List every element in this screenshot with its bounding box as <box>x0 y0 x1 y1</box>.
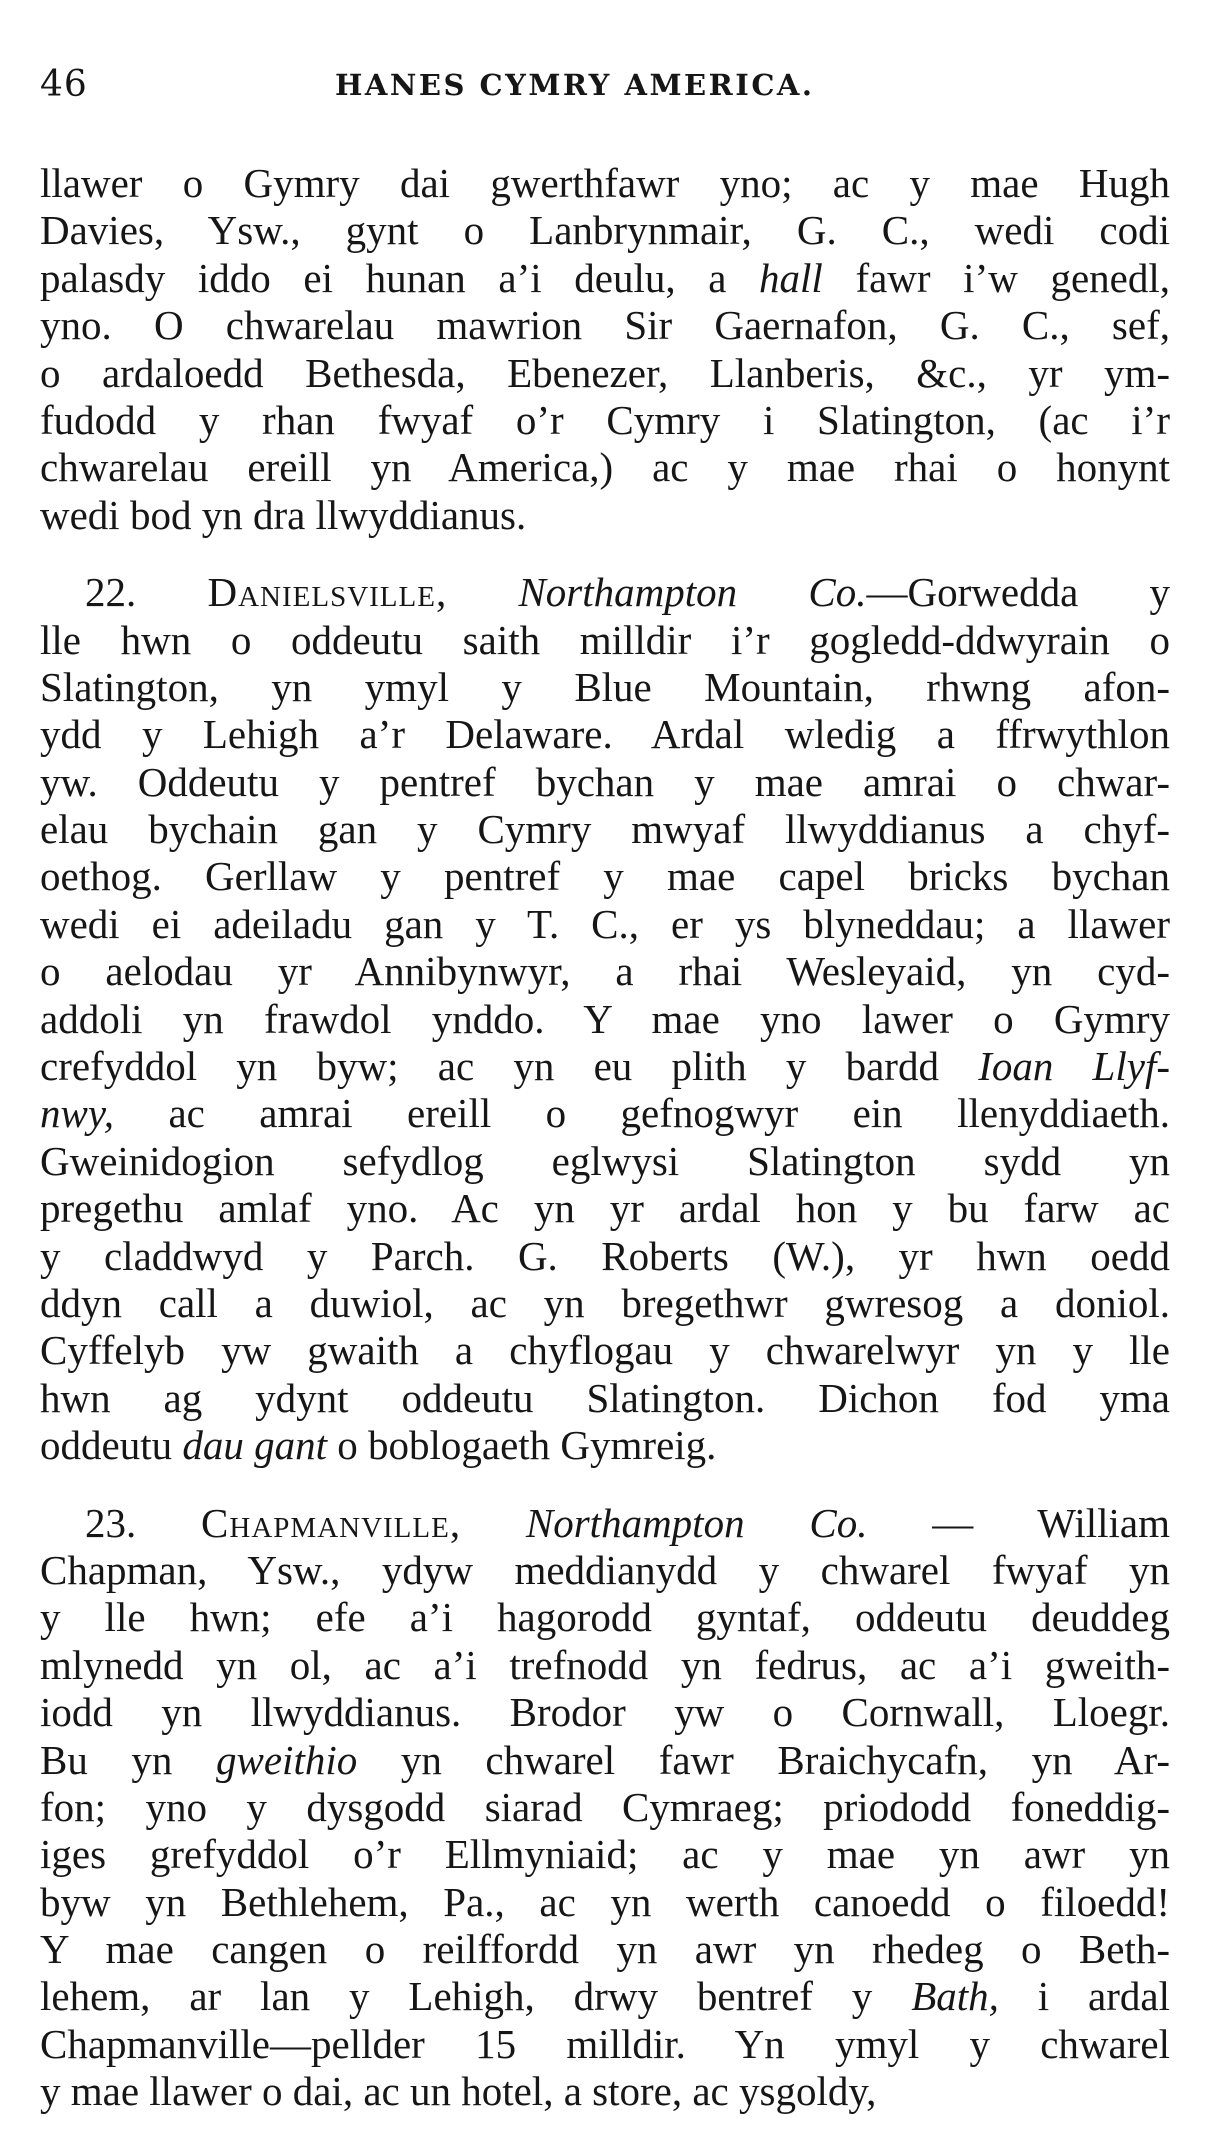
italic-text: nwy, <box>40 1090 115 1137</box>
italic-text: Northampton Co. <box>525 1499 868 1546</box>
italic-text: dau gant <box>182 1422 327 1469</box>
text-line: mlynedd yn ol, ac a’i trefnodd yn fedrus, ac a’i gweith- <box>40 1641 1170 1688</box>
italic-text: Ioan Llyf- <box>978 1043 1170 1090</box>
text-line: ydd y Lehigh a’r Delaware. Ardal wledig a ffrwythlon <box>40 711 1170 758</box>
section-heading: Chapmanville, <box>201 1499 462 1546</box>
page-header <box>40 60 1167 110</box>
text-line: y mae llawer o dai, ac un hotel, a store, ac ysgoldy, <box>40 2068 877 2115</box>
text-line: nwy, ac amrai ereill o gefnogwyr ein llenyddiaeth. <box>40 1090 1170 1137</box>
text-line: o ardaloedd Bethesda, Ebenezer, Llanberis, &c., yr ym- <box>40 349 1170 396</box>
text-line: Slatington, yn ymyl y Blue Mountain, rhwng afon- <box>40 663 1170 710</box>
text-line: ddyn call a duwiol, ac yn bregethwr gwresog a doniol. <box>40 1279 1170 1326</box>
text-line: fon; yno y dysgodd siarad Cymraeg; priododd foneddig- <box>40 1783 1170 1830</box>
text-line: Davies, Ysw., gynt o Lanbrynmair, G. C., wedi codi <box>40 207 1170 254</box>
text-line: oddeutu dau gant o boblogaeth Gymreig. <box>40 1422 717 1469</box>
text-line: llawer o Gymry dai gwerthfawr yno; ac y mae Hugh <box>40 160 1170 206</box>
running-title: HANES CYMRY AMERICA. <box>335 68 815 102</box>
text-line: palasdy iddo ei hunan a’i deulu, a hall fawr i’w genedl, <box>40 254 1170 301</box>
text-line: Chapmanville—pellder 15 milldir. Yn ymyl y chwarel <box>40 2020 1170 2067</box>
body-text <box>40 160 1170 2146</box>
italic-text: Northampton Co. <box>518 569 867 616</box>
text-line: iges grefyddol o’r Ellmyniaid; ac y mae yn awr yn <box>40 1831 1170 1878</box>
text-line: crefyddol yn byw; ac yn eu plith y bardd Ioan Llyf- <box>40 1043 1170 1090</box>
text-line: iodd yn llwyddianus. Brodor yw o Cornwall, Lloegr. <box>40 1689 1170 1736</box>
text-line: yw. Oddeutu y pentref bychan y mae amrai o chwar- <box>40 758 1170 805</box>
text-line: Cyffelyb yw gwaith a chyflogau y chwarelwyr yn y lle <box>40 1327 1170 1374</box>
text-line: Y mae cangen o reilffordd yn awr yn rhedeg o Beth- <box>40 1926 1170 1973</box>
italic-text: hall <box>759 254 823 301</box>
text-line: yno. O chwarelau mawrion Sir Gaernafon, G. C., sef, <box>40 302 1170 349</box>
text-line: oethog. Gerllaw y pentref y mae capel bricks bychan <box>40 853 1170 900</box>
text-line: wedi bod yn dra llwyddianus. <box>40 491 527 538</box>
text-line: hwn ag ydynt oddeutu Slatington. Dichon fod yma <box>40 1374 1170 1421</box>
text-line: o aelodau yr Annibynwyr, a rhai Wesleyaid, yn cyd- <box>40 948 1170 995</box>
text-line: wedi ei adeiladu gan y T. C., er ys blyneddau; a llawer <box>40 900 1170 947</box>
text-line: 23. Chapmanville, Northampton Co. — William <box>85 1499 1171 1546</box>
section-heading: Danielsville, <box>207 569 448 616</box>
text-line: fudodd y rhan fwyaf o’r Cymry i Slatington, (ac i’r <box>40 396 1170 443</box>
paragraph <box>40 160 1170 539</box>
text-line: pregethu amlaf yno. Ac yn yr ardal hon y bu farw ac <box>40 1185 1170 1232</box>
text-line: elau bychain gan y Cymry mwyaf llwyddianus a chyf- <box>40 806 1170 853</box>
text-line: 22. Danielsville, Northampton Co.—Gorwedda y <box>85 569 1171 616</box>
text-line: lehem, ar lan y Lehigh, drwy bentref y Bath, i ardal <box>40 1973 1170 2020</box>
italic-text: Bath, <box>911 1973 999 2020</box>
text-line: Bu yn gweithio yn chwarel fawr Braichycafn, yn Ar- <box>40 1736 1170 1783</box>
paragraph <box>40 569 1170 1469</box>
text-line: chwarelau ereill yn America,) ac y mae rhai o honynt <box>40 444 1170 491</box>
text-line: Chapman, Ysw., ydyw meddianydd y chwarel fwyaf yn <box>40 1546 1170 1593</box>
text-line: byw yn Bethlehem, Pa., ac yn werth canoedd o filoedd! <box>40 1878 1170 1925</box>
page-number: 46 <box>40 64 88 105</box>
text-line: lle hwn o oddeutu saith milldir i’r gogledd-ddwyrain o <box>40 616 1170 663</box>
text-line: addoli yn frawdol ynddo. Y mae yno lawer o Gymry <box>40 995 1170 1042</box>
text-line: y claddwyd y Parch. G. Roberts (W.), yr hwn oedd <box>40 1232 1170 1279</box>
italic-text: gweithio <box>216 1736 358 1783</box>
paragraph <box>40 1500 1170 2116</box>
text-line: Gweinidogion sefydlog eglwysi Slatington sydd yn <box>40 1137 1170 1184</box>
text-line: y lle hwn; efe a’i hagorodd gyntaf, oddeutu deuddeg <box>40 1594 1170 1641</box>
